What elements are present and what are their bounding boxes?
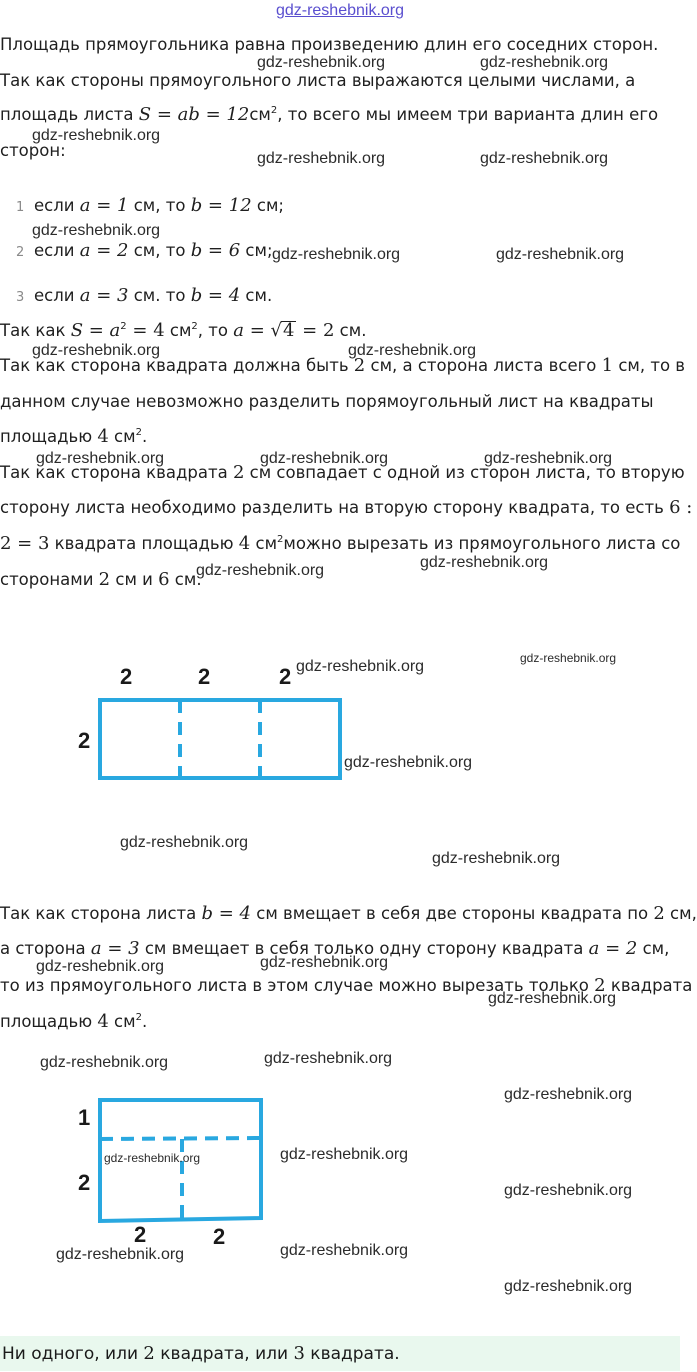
p14-text-a: а сторона bbox=[0, 939, 91, 958]
p9-text-a: Так как сторона квадрата bbox=[0, 463, 233, 482]
p5-text-b: , то bbox=[197, 321, 234, 340]
p14-formula-2: a = 2 bbox=[588, 938, 638, 959]
paragraph-3 bbox=[0, 104, 658, 126]
watermark: gdz-reshebnik.org bbox=[40, 1054, 169, 1071]
site-header-link[interactable]: gdz-reshebnik.org bbox=[275, 2, 405, 19]
p5-a: a = bbox=[233, 320, 271, 341]
list-a: a = 1 bbox=[79, 195, 129, 216]
watermark: gdz-reshebnik.org bbox=[272, 246, 401, 263]
p6-num-2: 1 bbox=[601, 355, 614, 376]
list-number: 2 bbox=[16, 245, 25, 260]
p16-text-a: площадью bbox=[0, 1012, 98, 1031]
answer-text-b: квадрата, или bbox=[154, 1344, 294, 1364]
p12-num-2: 6 bbox=[158, 569, 170, 590]
watermark: gdz-reshebnik.org bbox=[520, 651, 617, 665]
watermark: gdz-reshebnik.org bbox=[260, 954, 389, 971]
paragraph-12 bbox=[0, 569, 202, 591]
diagram2-bottom-label-1: 2 bbox=[134, 1222, 147, 1247]
list-b: b = 4 bbox=[190, 285, 241, 306]
list-item bbox=[0, 285, 272, 309]
p8-unit: см bbox=[108, 427, 136, 446]
watermark: gdz-reshebnik.org bbox=[496, 246, 625, 263]
diagram2-side-label-2: 2 bbox=[78, 1170, 91, 1195]
list-item bbox=[0, 195, 284, 219]
list-post: см; bbox=[240, 241, 273, 260]
p5-unit: см bbox=[164, 321, 192, 340]
list-pre: если bbox=[34, 196, 80, 215]
p5-unit-sup: 2 bbox=[191, 320, 198, 332]
watermark: gdz-reshebnik.org bbox=[264, 1050, 393, 1067]
paragraph-2: Так как стороны прямоугольного листа выражаются целыми числами, а bbox=[0, 71, 636, 90]
watermark: gdz-reshebnik.org bbox=[484, 450, 613, 467]
watermark: gdz-reshebnik.org bbox=[420, 554, 549, 571]
watermark: gdz-reshebnik.org bbox=[260, 450, 389, 467]
answer-text-c: квадрата. bbox=[304, 1344, 400, 1364]
p8-sup: 2 bbox=[135, 426, 142, 438]
paragraph-10 bbox=[0, 497, 692, 519]
p14-formula: a = 3 bbox=[90, 938, 140, 959]
p8-dot: . bbox=[141, 427, 148, 446]
p12-text-c: см. bbox=[169, 570, 202, 589]
watermark: gdz-reshebnik.org bbox=[280, 1146, 409, 1163]
p10-num: 6 : bbox=[669, 497, 693, 518]
p15-text-a: то из прямоугольного листа в этом случае можно вырезать только bbox=[0, 976, 595, 995]
list-pre: если bbox=[34, 241, 80, 260]
p10-text-a: сторону листа необходимо разделить на вторую сторону квадрата, то есть bbox=[0, 498, 670, 517]
answer-box bbox=[0, 1336, 680, 1371]
diagram1-top-label-2: 2 bbox=[198, 664, 211, 689]
p5-text-c: см. bbox=[334, 321, 367, 340]
watermark: gdz-reshebnik.org bbox=[104, 1151, 201, 1165]
p5-text-a: Так как bbox=[0, 321, 71, 340]
list-post: см. bbox=[240, 286, 273, 305]
p5-root: 4 bbox=[283, 320, 295, 341]
p15-text-b: квадрата bbox=[605, 976, 693, 995]
p11-unit: см bbox=[250, 534, 278, 553]
p5-sup: 2 bbox=[120, 320, 127, 332]
p5-result: = 2 bbox=[296, 320, 335, 341]
watermark: gdz-reshebnik.org bbox=[56, 1246, 185, 1263]
p9-text-b: см совпадает с одной из сторон листа, то вторую bbox=[244, 463, 685, 482]
watermark: gdz-reshebnik.org bbox=[280, 1242, 409, 1259]
p11-text-a: квадрата площадью bbox=[49, 534, 239, 553]
list-b: b = 12 bbox=[190, 195, 252, 216]
watermark: gdz-reshebnik.org bbox=[32, 127, 161, 144]
p6-text-b: см, а сторона листа всего bbox=[365, 356, 602, 375]
watermark: gdz-reshebnik.org bbox=[196, 562, 325, 579]
p6-text-a: Так как сторона квадрата должна быть bbox=[0, 356, 354, 375]
list-a: a = 3 bbox=[79, 285, 129, 306]
watermark: gdz-reshebnik.org bbox=[504, 1278, 633, 1295]
paragraph-5 bbox=[0, 320, 366, 342]
p3-sup: 2 bbox=[270, 104, 278, 116]
p6-text-c: см, то в bbox=[613, 356, 686, 375]
diagram1-side-label: 2 bbox=[78, 728, 91, 753]
diagram2-side-label-1: 1 bbox=[78, 1105, 91, 1130]
cut-line bbox=[100, 1138, 261, 1139]
watermark: gdz-reshebnik.org bbox=[432, 850, 561, 867]
p15-num: 2 bbox=[594, 975, 606, 996]
p14-text-c: см, bbox=[637, 939, 670, 958]
p3-text-a: площадь листа bbox=[0, 105, 139, 124]
sqrt-sign: √ bbox=[270, 320, 282, 341]
p13-text-a: Так как сторона листа bbox=[0, 904, 202, 923]
list-number: 3 bbox=[16, 290, 25, 305]
p11-num: 2 = 3 bbox=[0, 533, 50, 554]
watermark: gdz-reshebnik.org bbox=[504, 1086, 633, 1103]
p16-num: 4 bbox=[97, 1011, 109, 1032]
answer-text-a: Ни одного, или bbox=[2, 1344, 144, 1364]
watermark: gdz-reshebnik.org bbox=[36, 958, 165, 975]
p11-sup: 2 bbox=[277, 533, 284, 545]
list-mid: см. то bbox=[128, 286, 191, 305]
paragraph-11 bbox=[0, 533, 680, 555]
p11-num-2: 4 bbox=[238, 533, 251, 554]
diagram1-top-label-3: 2 bbox=[279, 664, 292, 689]
p3-formula: S = ab = 12 bbox=[138, 104, 250, 125]
p16-sup: 2 bbox=[135, 1011, 142, 1023]
p12-text-b: см и bbox=[110, 570, 159, 589]
p8-text-a: площадью bbox=[0, 427, 98, 446]
list-mid: см, то bbox=[128, 241, 191, 260]
diagram2-bottom-label-2: 2 bbox=[213, 1224, 226, 1249]
p12-num-1: 2 bbox=[98, 569, 111, 590]
p13-text-b: см вмещает в себя две стороны квадрата по bbox=[251, 904, 654, 923]
p5-formula: S = a bbox=[70, 320, 121, 341]
watermark: gdz-reshebnik.org bbox=[344, 754, 473, 771]
list-mid: см, то bbox=[128, 196, 191, 215]
watermark: gdz-reshebnik.org bbox=[32, 342, 161, 359]
watermark: gdz-reshebnik.org bbox=[257, 150, 386, 167]
p8-num: 4 bbox=[97, 426, 109, 447]
p5-eq: = 4 bbox=[126, 320, 165, 341]
paragraph-16 bbox=[0, 1011, 147, 1033]
watermark: gdz-reshebnik.org bbox=[32, 222, 161, 239]
p6-num-1: 2 bbox=[353, 355, 366, 376]
sheet-rectangle bbox=[100, 700, 340, 778]
list-pre: если bbox=[34, 286, 80, 305]
p13-formula: b = 4 bbox=[201, 903, 251, 924]
diagram1-top-label-1: 2 bbox=[120, 664, 133, 689]
list-item bbox=[0, 240, 273, 264]
p16-unit: см bbox=[108, 1012, 136, 1031]
watermark: gdz-reshebnik.org bbox=[120, 834, 249, 851]
watermark: gdz-reshebnik.org bbox=[504, 1182, 633, 1199]
p3-text-b: , то всего мы имеем три варианта длин его bbox=[277, 105, 659, 124]
p11-text-c: можно вырезать из прямоугольного листа со bbox=[283, 534, 681, 553]
p14-text-b: см вмещает в себя только одну сторону квадрата bbox=[139, 939, 589, 958]
answer-num-2: 3 bbox=[293, 1343, 305, 1364]
watermark: gdz-reshebnik.org bbox=[480, 150, 609, 167]
paragraph-13 bbox=[0, 903, 697, 925]
paragraph-8 bbox=[0, 426, 147, 448]
paragraph-7: данном случае невозможно разделить порямоугольный лист на квадраты bbox=[0, 392, 654, 411]
paragraph-1: Площадь прямоугольника равна произведению длин его соседних сторон. bbox=[0, 35, 659, 54]
watermark: gdz-reshebnik.org bbox=[488, 990, 617, 1007]
watermark: gdz-reshebnik.org bbox=[36, 450, 165, 467]
list-a: a = 2 bbox=[79, 240, 129, 261]
p12-text-a: сторонами bbox=[0, 570, 99, 589]
p13-num: 2 bbox=[653, 903, 665, 924]
p9-num: 2 bbox=[232, 462, 245, 483]
answer-num-1: 2 bbox=[143, 1343, 155, 1364]
p13-text-c: см, bbox=[664, 904, 697, 923]
paragraph-4: сторон: bbox=[0, 141, 66, 160]
p16-dot: . bbox=[141, 1012, 148, 1031]
list-number: 1 bbox=[16, 200, 25, 215]
watermark: gdz-reshebnik.org bbox=[296, 658, 425, 675]
p3-unit: см bbox=[249, 105, 271, 124]
list-b: b = 6 bbox=[190, 240, 241, 261]
watermark: gdz-reshebnik.org bbox=[480, 54, 609, 71]
watermark: gdz-reshebnik.org bbox=[348, 342, 477, 359]
list-post: см; bbox=[251, 196, 284, 215]
watermark: gdz-reshebnik.org bbox=[257, 54, 386, 71]
